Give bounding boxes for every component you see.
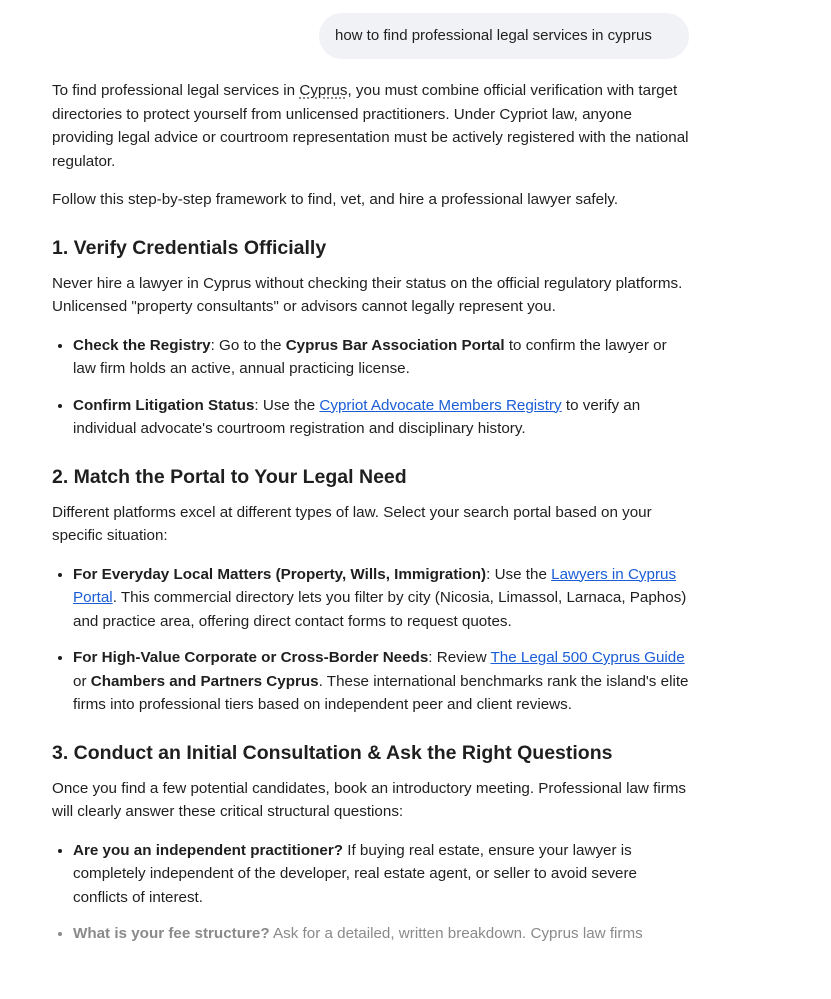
list-item-text: If buying real estate, ensure your lawyer is completely independent of the developer, real estate agent, or seller to avoid severe conflicts of interest.	[73, 841, 637, 906]
user-query-bubble	[319, 13, 689, 59]
list-item-text: or	[73, 672, 91, 690]
list-item-text: to confirm the lawyer or law firm holds an active, annual practicing license.	[73, 336, 667, 377]
cyprus-entity-link[interactable]: Cyprus	[299, 82, 348, 99]
section-list-verify	[52, 334, 692, 441]
intro-text-a: To find professional legal services in	[52, 82, 300, 99]
framework-paragraph: Follow this step-by-step framework to find, vet, and hire a professional lawyer safely.	[52, 191, 619, 208]
intro-text-b: , you must combine official verification with target directories to protect yourself from unlicensed practitioners. Under Cypriot law, anyone providing legal advice or courtroom representation must be actively registered with the national regulator.	[52, 82, 689, 170]
section-text-portal: Different platforms excel at different types of law. Select your search portal based on your specific situation:	[52, 503, 652, 544]
user-query-text: how to find professional legal services in cyprus	[335, 27, 652, 44]
list-item-text: . These international benchmarks rank the island's elite firms into professional tiers based on independent peer and client reviews.	[73, 672, 689, 713]
lawyers-in-cyprus-link[interactable]: Lawyers in Cyprus Portal	[73, 565, 677, 606]
list-item	[73, 646, 692, 717]
list-item-title: For High-Value Corporate or Cross-Border Needs	[73, 649, 429, 666]
list-item-text: : Use the	[486, 565, 552, 583]
section-heading-verify: 1. Verify Credentials Officially	[52, 236, 327, 259]
list-item	[73, 922, 692, 946]
legal-500-link[interactable]: The Legal 500 Cyprus Guide	[490, 649, 685, 666]
advocate-registry-link[interactable]: Cypriot Advocate Members Registry	[319, 396, 562, 414]
list-item	[73, 563, 692, 634]
list-item	[73, 394, 692, 441]
section-list-portal	[52, 563, 692, 717]
list-item-text: : Use the	[254, 396, 320, 414]
section-list-consultation	[52, 839, 692, 946]
list-item-title: What is your fee structure?	[73, 925, 270, 942]
section-heading-portal: 2. Match the Portal to Your Legal Need	[52, 465, 407, 488]
list-item	[73, 334, 692, 381]
list-item-title: Confirm Litigation Status	[73, 396, 255, 414]
section-text-consultation: Once you find a few potential candidates, book an introductory meeting. Professional law firms will clearly answer these critical structural questions:	[52, 779, 686, 820]
list-item-title: For Everyday Local Matters (Property, Wills, Immigration)	[73, 565, 487, 583]
list-item-bold: Chambers and Partners Cyprus	[90, 672, 319, 690]
list-item-text: Ask for a detailed, written breakdown. Cyprus law firms	[269, 925, 643, 942]
section-text-verify: Never hire a lawyer in Cyprus without checking their status on the official regulatory platforms. Unlicensed "property consultants" or advisors cannot legally represent you.	[52, 274, 683, 315]
list-item-title: Check the Registry	[73, 336, 211, 354]
list-item-text: to verify an individual advocate's courtroom registration and disciplinary history.	[73, 396, 641, 437]
section-heading-consultation: 3. Conduct an Initial Consultation & Ask the Right Questions	[52, 741, 613, 764]
list-item-bold: Cyprus Bar Association Portal	[285, 336, 505, 354]
answer-body	[52, 79, 692, 960]
list-item-text: . This commercial directory lets you filter by city (Nicosia, Limassol, Larnaca, Paphos) and practice area, offering direct contact forms to request quotes.	[73, 589, 687, 630]
list-item	[73, 839, 692, 910]
list-item-title: Are you an independent practitioner?	[73, 841, 344, 859]
intro-paragraph	[52, 79, 692, 173]
list-item-text: : Go to the	[210, 336, 286, 354]
list-item-text: : Review	[428, 649, 491, 666]
